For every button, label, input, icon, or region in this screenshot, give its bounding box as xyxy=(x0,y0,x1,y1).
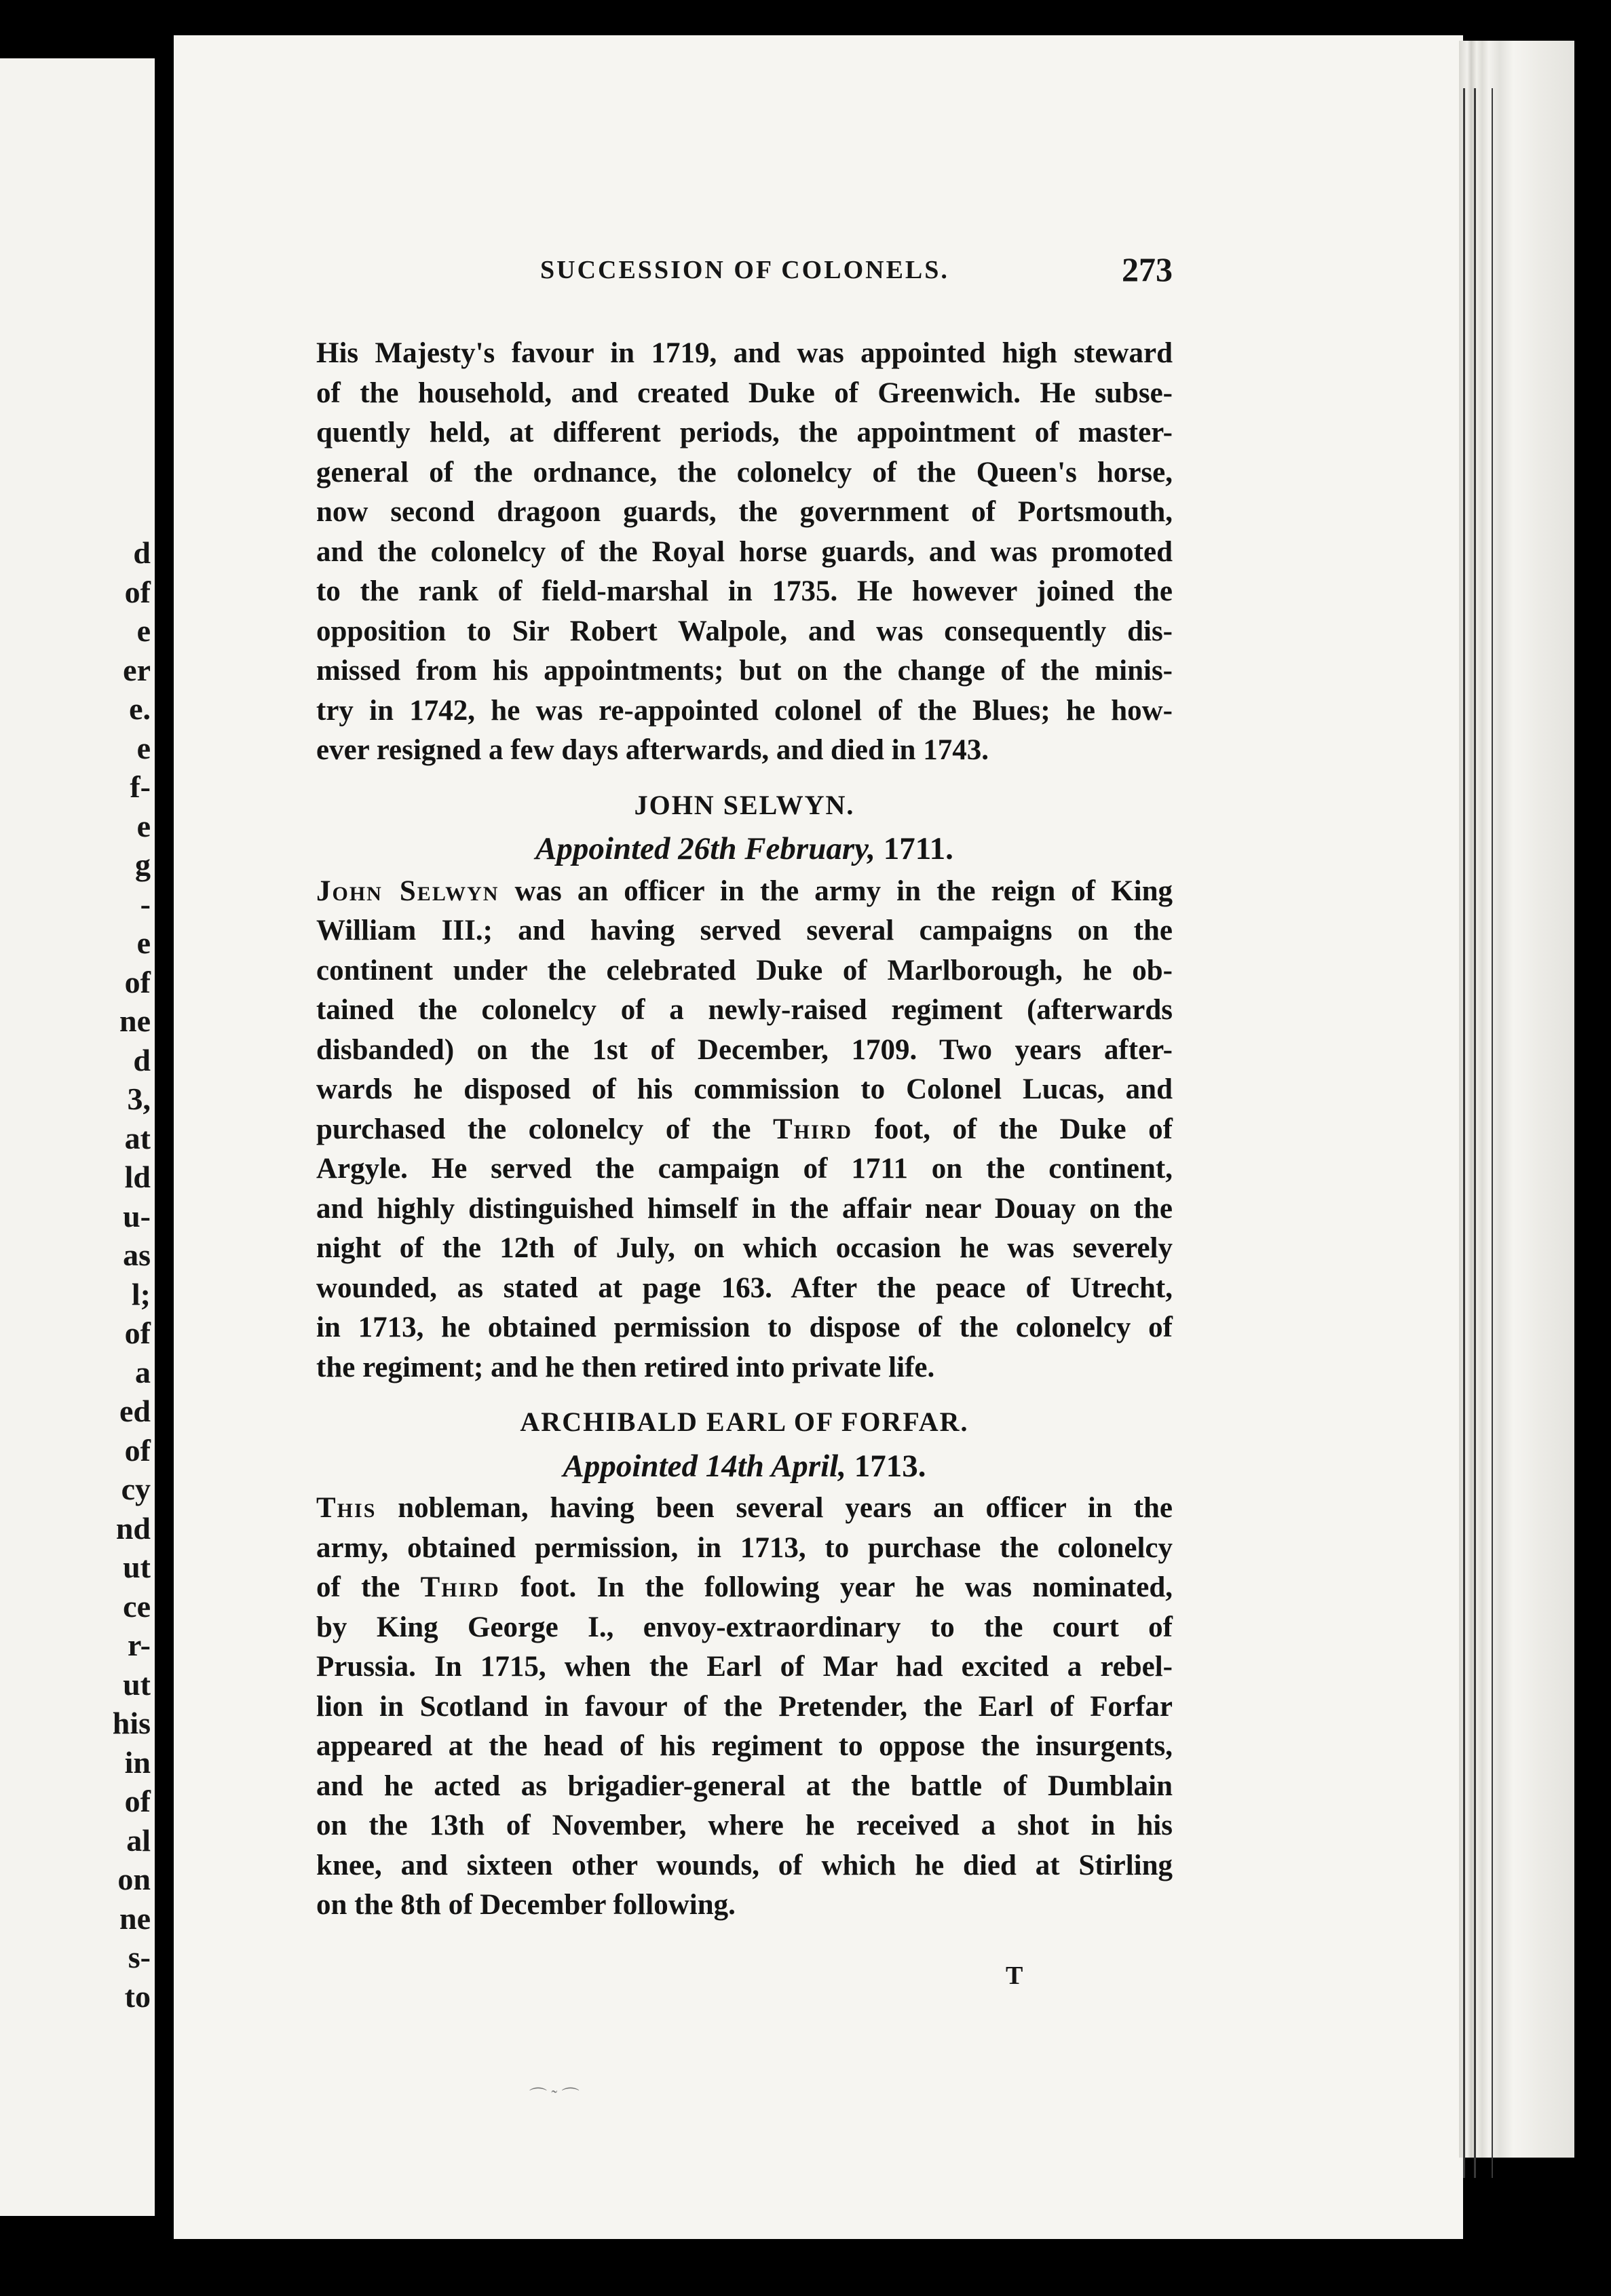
text-line xyxy=(316,872,1173,912)
left-page-line-end: f- xyxy=(130,769,151,804)
left-page-fragment xyxy=(0,58,155,2216)
john-selwyn-paragraph xyxy=(316,872,1173,1388)
appointment-year: 1713. xyxy=(854,1448,926,1484)
text-line: disbanded) on the 1st of December, 1709. Two years after- xyxy=(316,1033,1173,1066)
appointment-date xyxy=(316,829,1173,869)
text-line: continent under the celebrated Duke of Marlborough, he ob- xyxy=(316,954,1173,987)
left-page-line-end: ut xyxy=(123,1666,151,1702)
line-text: was an officer in the army in the reign of King xyxy=(499,875,1173,907)
text-line: now second dragoon guards, the government of Portsmouth, xyxy=(316,496,1173,528)
left-page-line-end: as xyxy=(123,1238,151,1272)
section-title-john-selwyn: JOHN SELWYN. xyxy=(634,789,855,820)
line-text: purchased the colonelcy of the xyxy=(316,1113,774,1145)
page-edges-stack xyxy=(1459,41,1574,2158)
left-page-line-ends xyxy=(69,533,151,2016)
left-page-line-end: g xyxy=(135,847,151,882)
text-line: missed from his appointments; but on the change of the minis- xyxy=(316,655,1173,687)
appointment-date xyxy=(316,1447,1173,1487)
left-page-line-end: e xyxy=(136,613,151,648)
left-page-line-end: of xyxy=(124,574,151,609)
left-page-line-end: er xyxy=(123,652,151,687)
left-page-line-end: cy xyxy=(121,1472,151,1506)
left-page-line-end: r- xyxy=(127,1628,151,1662)
page-edge-line xyxy=(1474,88,1476,2178)
left-page-line-end: of xyxy=(124,1784,151,1818)
left-page-line-end: d xyxy=(133,1042,151,1077)
text-line: wounded, as stated at page 163. After the peace of Utrecht, xyxy=(316,1271,1173,1304)
text-line: Prussia. In 1715, when the Earl of Mar had excited a rebel- xyxy=(316,1651,1173,1683)
text-line: ever resigned a few days afterwards, and died in 1743. xyxy=(316,734,989,766)
left-page-line-end: a xyxy=(135,1354,151,1390)
body-text xyxy=(316,334,1173,1926)
text-line: of the household, and created Duke of Greenwich. He subse- xyxy=(316,377,1173,409)
line-text: nobleman, having been several years an officer in the xyxy=(376,1492,1173,1524)
small-caps-word: Third xyxy=(420,1571,500,1603)
text-line: Argyle. He served the campaign of 1711 on the continent, xyxy=(316,1153,1173,1185)
text-line: in 1713, he obtained permission to dispose of the colonelcy of xyxy=(316,1312,1173,1343)
text-line xyxy=(316,1489,1173,1529)
opening-paragraph xyxy=(316,334,1173,771)
left-page-line-end: ed xyxy=(119,1394,151,1428)
earl-of-forfar-paragraph xyxy=(316,1489,1173,1926)
signature-mark: T xyxy=(1006,1962,1023,1990)
text-line: appeared at the head of his regiment to oppose the insurgents, xyxy=(316,1730,1173,1762)
text-line: knee, and sixteen other wounds, of which he died at Stirling xyxy=(316,1849,1173,1881)
section-title-earl-of-forfar: ARCHIBALD EARL OF FORFAR. xyxy=(520,1407,969,1437)
text-line: wards he disposed of his commission to Colonel Lucas, and xyxy=(316,1073,1173,1105)
text-line: tained the colonelcy of a newly-raised regiment (afterwards xyxy=(316,994,1173,1026)
text-line xyxy=(316,1110,1173,1150)
page-number: 273 xyxy=(1122,250,1173,288)
text-line: on the 8th of December following. xyxy=(316,1889,736,1921)
text-line: quently held, at different periods, the appointment of master- xyxy=(316,417,1173,448)
text-line: night of the 12th of July, on which occasion he was severely xyxy=(316,1232,1173,1264)
text-line: try in 1742, he was re-appointed colonel of the Blues; he how- xyxy=(316,694,1173,727)
text-line: and highly distinguished himself in the affair near Douay on the xyxy=(316,1192,1173,1225)
left-page-line-end: e. xyxy=(129,691,151,726)
text-line: army, obtained permission, in 1713, to purchase the colonelcy xyxy=(316,1531,1173,1564)
line-text: of the xyxy=(316,1571,421,1603)
left-page-line-end: ce xyxy=(123,1588,151,1624)
left-page-line-end: e xyxy=(136,925,151,960)
page-edge-line xyxy=(1492,88,1493,2178)
page-edge-line xyxy=(1463,88,1465,2178)
left-page-line-end: l; xyxy=(131,1276,151,1312)
left-page-line-end: of xyxy=(124,964,151,999)
small-caps-word: Third xyxy=(773,1113,853,1145)
line-text: foot. In the following year he was nominated, xyxy=(499,1571,1173,1603)
text-line: on the 13th of November, where he received a shot in his xyxy=(316,1810,1173,1841)
text-line xyxy=(316,1568,1173,1608)
lead-name: John Selwyn xyxy=(316,875,499,907)
text-line: to the rank of field-marshal in 1735. He however joined the xyxy=(316,575,1173,607)
left-page-line-end: on xyxy=(117,1862,151,1896)
left-page-line-end: to xyxy=(124,1978,151,2014)
text-line: William III.; and having served several campaigns on the xyxy=(316,915,1173,946)
left-page-line-end: u- xyxy=(123,1198,151,1233)
left-page-line-end: ne xyxy=(119,1003,151,1038)
running-title: SUCCESSION OF COLONELS. xyxy=(540,256,949,284)
left-page-line-end: ut xyxy=(123,1550,151,1584)
left-page-line-end: al xyxy=(126,1822,151,1858)
text-line: and the colonelcy of the Royal horse guards, and was promoted xyxy=(316,535,1173,568)
text-line: general of the ordnance, the colonelcy of the Queen's horse, xyxy=(316,456,1173,489)
left-page-line-end: e xyxy=(136,730,151,765)
left-page-line-end: ld xyxy=(124,1160,151,1194)
left-page-line-end: ne xyxy=(119,1900,151,1936)
appointment-text: Appointed 14th April, xyxy=(563,1448,846,1484)
text-line: opposition to Sir Robert Walpole, and was consequently dis- xyxy=(316,615,1173,647)
text-line: by King George I., envoy-extraordinary to the court of xyxy=(316,1611,1173,1643)
appointment-year: 1711. xyxy=(883,831,953,866)
left-page-line-end: - xyxy=(140,886,151,921)
book-gutter xyxy=(155,0,175,2296)
text-line: the regiment; and he then retired into private life. xyxy=(316,1351,935,1383)
text-line: and he acted as brigadier-general at the battle of Dumblain xyxy=(316,1769,1173,1802)
text-line: lion in Scotland in favour of the Pretender, the Earl of Forfar xyxy=(316,1690,1173,1723)
lead-word: This xyxy=(316,1492,377,1524)
left-page-line-end: s- xyxy=(128,1940,151,1974)
scan-smudge: ⌒ ˜ ⌒ xyxy=(529,2087,580,2107)
left-page-line-end: at xyxy=(124,1120,151,1155)
left-page-line-end: of xyxy=(124,1316,151,1350)
text-line: His Majesty's favour in 1719, and was appointed high steward xyxy=(316,337,1173,369)
left-page-line-end: his xyxy=(112,1706,151,1740)
running-head xyxy=(316,250,1173,296)
left-page-line-end: of xyxy=(124,1432,151,1468)
line-text: foot, of the Duke of xyxy=(852,1113,1173,1145)
left-page-line-end: e xyxy=(136,808,151,843)
left-page-line-end: in xyxy=(124,1744,151,1780)
left-page-line-end: nd xyxy=(115,1510,151,1546)
appointment-text: Appointed 26th February, xyxy=(535,831,876,866)
left-page-line-end: 3, xyxy=(127,1082,151,1116)
left-page-line-end: d xyxy=(133,535,151,570)
